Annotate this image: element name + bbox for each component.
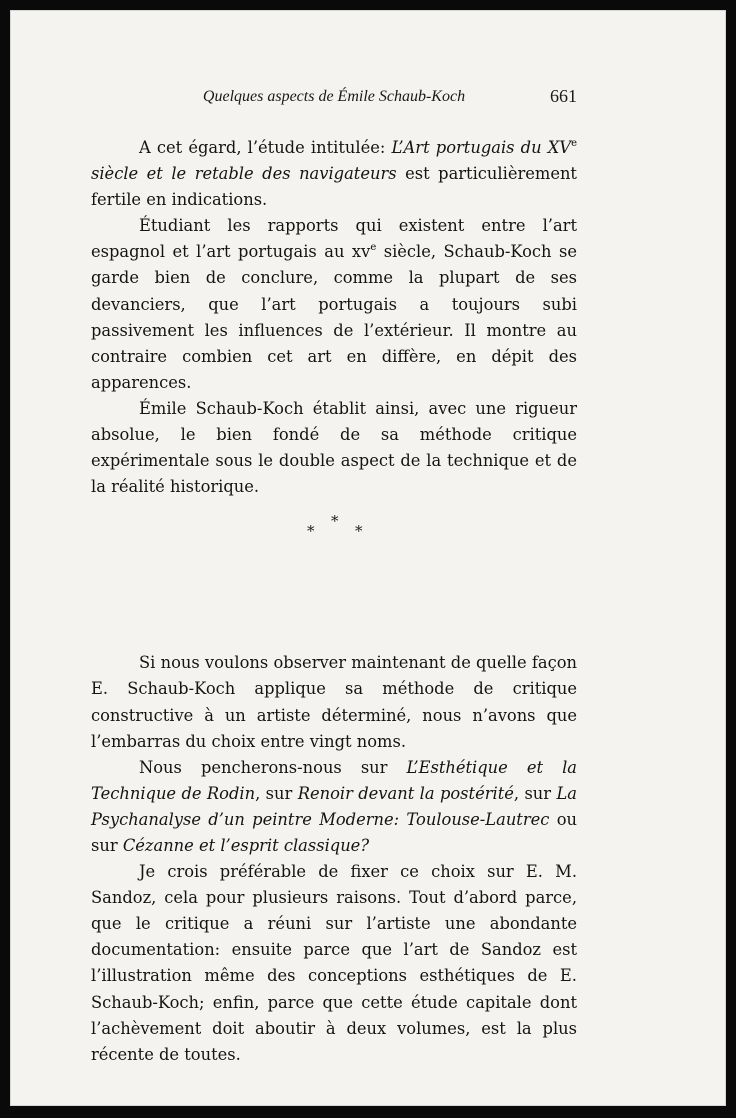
p5-title-d: Cézanne et l’esprit classique? <box>122 835 370 855</box>
section-gap <box>91 600 577 650</box>
paragraph-3: Émile Schaub-Koch établit ainsi, avec une rigueur absolue, le bien fondé de sa méthode critique expérimentale sous le double aspect de la technique et de la réalité historique. <box>91 398 577 497</box>
p5-title-a: L’Esthétique et la Technique de Rodin <box>91 757 577 803</box>
p2-text-b: siècle, Schaub-Koch se garde bien de conclure, comme la plupart de ses devanciers, que l’art portugais a toujours subi passivement les influences de l’extérieur. Il montre au contraire combien cet art en diffère, en dépit des apparences. <box>91 242 577 392</box>
page-body <box>91 135 577 1068</box>
p2-superscript: e <box>370 242 377 254</box>
book-page <box>10 10 726 1106</box>
p2-text-a: Étudiant les rapports qui existent entre l’art espagnol et l’art portugais au xv <box>91 216 577 262</box>
paragraph-1 <box>91 135 577 213</box>
p5-text-a: Nous pencherons-nous sur <box>139 757 407 777</box>
p1-text-a: A cet égard, l’étude intitulée: <box>139 138 392 157</box>
page-number: 661 <box>550 86 577 106</box>
running-head <box>91 88 577 112</box>
p1-text-b: est particulièrement fertile en indications. <box>91 164 577 210</box>
paragraph-2 <box>91 213 577 396</box>
p5-text-c: , sur <box>513 783 557 803</box>
paragraph-5 <box>91 755 577 859</box>
p1-title-b: siècle et le retable des navigateurs <box>91 164 397 184</box>
p5-title-b: Renoir devant la postérité <box>297 783 514 803</box>
p1-superscript: e <box>571 138 577 149</box>
asterisk-left: * <box>307 522 315 541</box>
asterism <box>91 500 577 600</box>
paragraph-6: Je crois préférable de fixer ce choix sur E. M. Sandoz, cela pour plusieurs raisons. Tout d’abord parce, que le critique a réuni sur l’artiste une abondante documentation: ensuite parce que l’art de Sandoz est l’illustration même des conceptions esthétiques de E. Schaub-Koch; enfin, parce que cette étude capitale dont l’achèvement doit aboutir à deux volumes, est la plus récente de toutes. <box>91 862 577 1064</box>
paragraph-4: Si nous voulons observer maintenant de quelle façon E. Schaub-Koch applique sa méthode de critique constructive à un artiste déterminé, nous n’avons que l’embarras du choix entre vingt noms. <box>91 653 577 751</box>
asterisk-top: * <box>331 512 339 531</box>
asterisk-right: * <box>355 522 363 541</box>
p5-text-d: ou sur <box>91 809 577 855</box>
p5-title-c: La Psychanalyse d’un peintre Moderne: Toulouse-Lautrec <box>91 783 577 829</box>
p1-title-a: L’Art portugais du XV <box>391 138 572 157</box>
running-title: Quelques aspects de Émile Schaub-Koch <box>202 88 466 105</box>
p5-text-b: , sur <box>255 783 298 803</box>
